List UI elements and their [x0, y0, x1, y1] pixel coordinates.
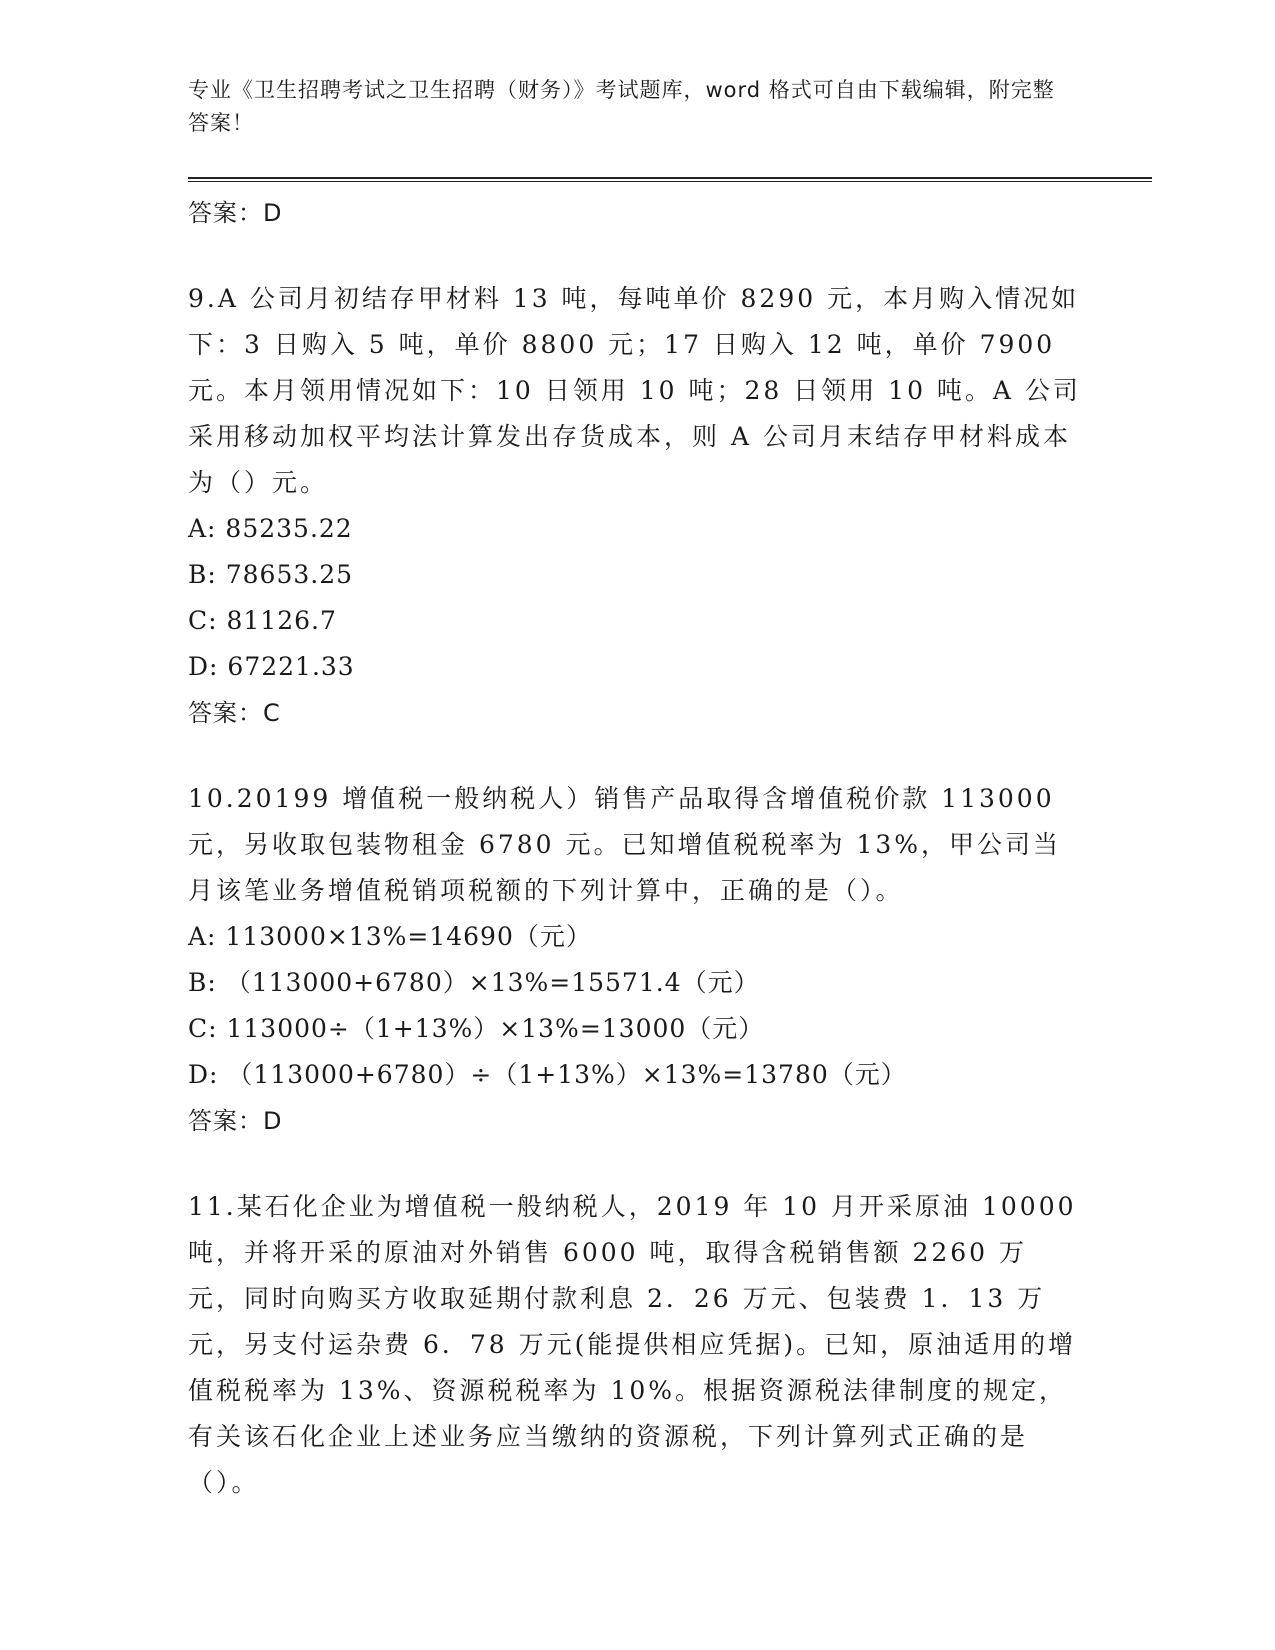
q9-option-c: C: 81126.7 — [188, 606, 337, 635]
q9-option-a: A: 85235.22 — [188, 514, 353, 543]
q10-answer: 答案：D — [188, 1107, 283, 1135]
page-content — [188, 190, 1088, 1506]
q10-option-b: B: （113000+6780）×13%=15571.4（元） — [188, 968, 760, 997]
question-9: 9.A 公司月初结存甲材料 13 吨，每吨单价 8290 元，本月购入情况如下：3 日购入 5 吨，单价 8800 元；17 日购入 12 吨，单价 7900 元。本月领用情况如下：10 日领用 10 吨；28 日领用 10 吨。A 公司采用移动加权平均法计算发出存货成本，则 A 公司月末结存甲材料成本为（）元。 — [188, 284, 1081, 497]
page-header: 专业《卫生招聘考试之卫生招聘（财务）》考试题库，word 格式可自由下载编辑，附完整答案！ — [188, 78, 1055, 135]
header-rule-thick — [188, 177, 1152, 179]
q9-option-b: B: 78653.25 — [188, 560, 354, 589]
q10-option-a: A: 113000×13%=14690（元） — [188, 922, 592, 951]
q10-option-d: D: （113000+6780）÷（1+13%）×13%=13780（元） — [188, 1060, 907, 1089]
question-11: 11.某石化企业为增值税一般纳税人，2019 年 10 月开采原油 10000 吨，并将开采的原油对外销售 6000 吨，取得含税销售额 2260 万元，同时向购买方收取延期付款利息 2．26 万元、包装费 1．13 万元，另支付运杂费 6．78 万元(能提供相应凭据)。已知，原油适用的增值税税率为 13%、资源税税率为 10%。根据资源税法律制度的规定，有关该石化企业上述业务应当缴纳的资源税，下列计算列式正确的是（）。 — [188, 1192, 1077, 1497]
header-rule-thin — [188, 181, 1152, 182]
q9-option-d: D: 67221.33 — [188, 652, 355, 681]
question-10: 10.20199 增值税一般纳税人）销售产品取得含增值税价款 113000 元，另收取包装物租金 6780 元。已知增值税税率为 13%，甲公司当月该笔业务增值税销项税额的下列计算中，正确的是（）。 — [188, 784, 1062, 905]
q9-answer: 答案：C — [188, 699, 281, 727]
previous-answer: 答案：D — [188, 199, 283, 227]
q10-option-c: C: 113000÷（1+13%）×13%=13000（元） — [188, 1014, 765, 1043]
